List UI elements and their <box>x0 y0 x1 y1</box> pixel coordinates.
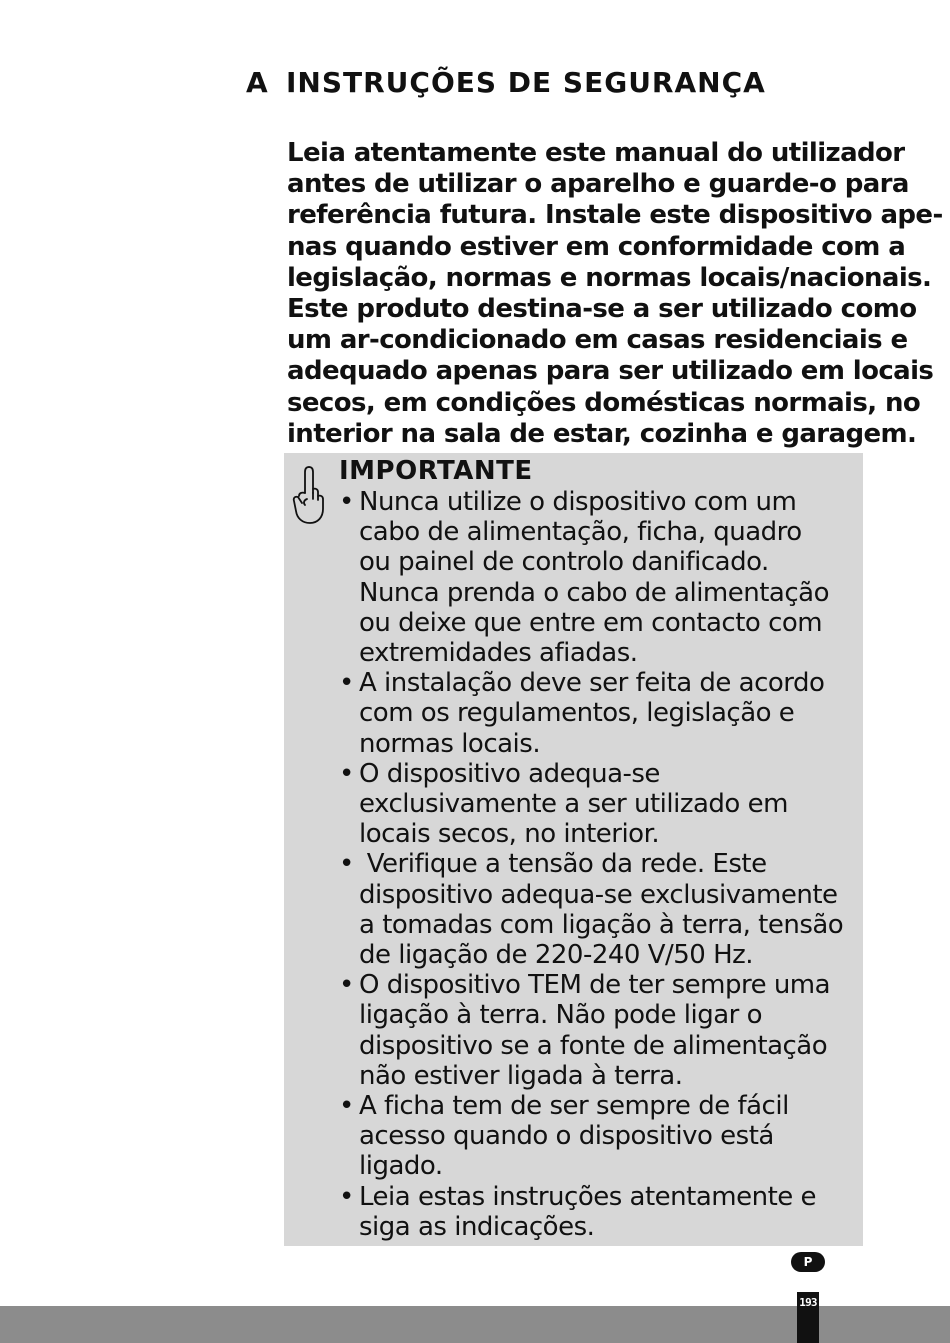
safety-bullet-list <box>339 487 859 1242</box>
bullet-line: acesso quando o dispositivo está <box>359 1121 774 1152</box>
bullet-line: de ligação de 220-240 V/50 Hz. <box>359 940 754 971</box>
bullet-line: A instalação deve ser feita de acordo <box>359 668 825 699</box>
bullet-line: Nunca utilize o dispositivo com um <box>359 487 797 517</box>
bullet-line: ou painel de controlo danificado. <box>359 547 769 578</box>
bullet-line: ligado. <box>359 1151 443 1182</box>
bullet-icon: • <box>339 1181 354 1212</box>
bullet-line: dispositivo se a fonte de alimentação <box>359 1030 828 1061</box>
bullet-line: dispositivo adequa-se exclusivamente <box>359 879 838 910</box>
bullet-line: A ficha tem de ser sempre de fácil <box>359 1091 789 1122</box>
bullet-line: Leia estas instruções atentamente e <box>359 1181 817 1212</box>
list-item <box>339 1091 859 1182</box>
bullet-line: locais secos, no interior. <box>359 819 660 850</box>
intro-line: interior na sala de estar, cozinha e garagem. <box>287 418 917 449</box>
list-item <box>339 759 859 850</box>
page-number-tab <box>797 1292 819 1343</box>
bullet-line: O dispositivo adequa-se <box>359 758 660 789</box>
bullet-line: normas locais. <box>359 728 541 759</box>
section-title: INSTRUÇÕES DE SEGURANÇA <box>286 66 766 99</box>
bullet-line: ou deixe que entre em contacto com <box>359 607 823 638</box>
intro-line: referência futura. Instale este dispositivo ape- <box>287 200 943 231</box>
intro-line: adequado apenas para ser utilizado em locais <box>287 356 934 387</box>
bullet-line: extremidades afiadas. <box>359 638 638 669</box>
intro-line: legislação, normas e normas locais/nacionais. <box>287 262 932 293</box>
bullet-line: siga as indicações. <box>359 1211 595 1242</box>
section-header <box>246 66 766 99</box>
bullet-line: O dispositivo TEM de ter sempre uma <box>359 970 831 1001</box>
section-letter: A <box>246 66 269 99</box>
bullet-line: exclusivamente a ser utilizado em <box>359 789 788 820</box>
bullet-line: Verifique a tensão da rede. Este <box>359 849 767 880</box>
bullet-line: não estiver ligada à terra. <box>359 1060 683 1091</box>
page-number: 193 <box>799 1296 817 1309</box>
bullet-icon: • <box>339 970 354 1001</box>
intro-line: antes de utilizar o aparelho e guarde-o para <box>287 169 909 200</box>
important-title: IMPORTANTE <box>339 456 533 486</box>
list-item <box>339 849 859 970</box>
bullet-line: Nunca prenda o cabo de alimentação <box>359 577 829 608</box>
bullet-icon: • <box>339 487 354 517</box>
pointing-hand-icon <box>290 463 326 527</box>
bullet-icon: • <box>339 849 354 880</box>
list-item <box>339 970 859 1091</box>
important-notice-box <box>284 453 863 1246</box>
bullet-line: com os regulamentos, legislação e <box>359 698 795 729</box>
bullet-line: ligação à terra. Não pode ligar o <box>359 1000 763 1031</box>
bullet-line: a tomadas com ligação à terra, tensão <box>359 909 844 940</box>
bullet-icon: • <box>339 758 354 789</box>
language-badge: P <box>791 1252 825 1272</box>
bullet-icon: • <box>339 1091 354 1122</box>
intro-line: secos, em condições domésticas normais, no <box>287 387 921 418</box>
list-item <box>339 487 859 668</box>
intro-paragraph <box>287 138 943 450</box>
bullet-icon: • <box>339 668 354 699</box>
bullet-line: cabo de alimentação, ficha, quadro <box>359 517 802 548</box>
intro-line: um ar-condicionado em casas residenciais e <box>287 325 908 356</box>
list-item <box>339 668 859 759</box>
list-item <box>339 1182 859 1242</box>
intro-line: Este produto destina-se a ser utilizado como <box>287 294 917 325</box>
intro-line: nas quando estiver em conformidade com a <box>287 231 906 262</box>
intro-line: Leia atentamente este manual do utilizador <box>287 138 905 168</box>
